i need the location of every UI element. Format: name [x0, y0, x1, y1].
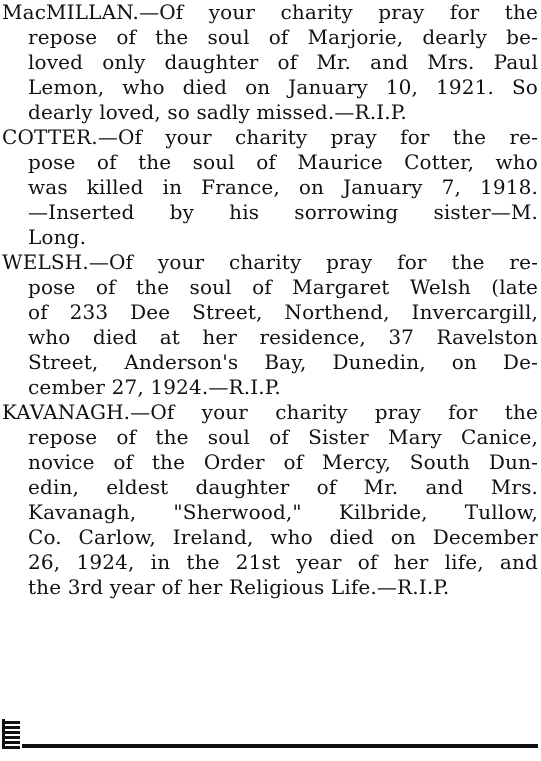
notice-line: —Inserted by his sorrowing sister—M. — [28, 200, 538, 224]
notice-line: MacMILLAN.—Of your charity pray for the — [2, 0, 538, 24]
obituary-column — [2, 0, 538, 600]
notice-line: loved only daughter of Mr. and Mrs. Paul — [28, 50, 538, 74]
notice-line: edin, eldest daughter of Mr. and Mrs. — [28, 475, 538, 499]
notice-line: pose of the soul of Margaret Welsh (late — [28, 275, 538, 299]
notice-line: WELSH.—Of your charity pray for the re- — [2, 250, 538, 274]
notice-line: Long. — [28, 225, 87, 249]
notice-line: the 3rd year of her Religious Life.—R.I.P. — [28, 575, 450, 599]
notice-line: pose of the soul of Maurice Cotter, who — [28, 150, 538, 174]
notice-welsh — [2, 250, 538, 400]
notice-line: Street, Anderson's Bay, Dunedin, on De- — [28, 350, 538, 374]
notice-line: repose of the soul of Marjorie, dearly be- — [28, 25, 538, 49]
notice-line: who died at her residence, 37 Ravelston — [28, 325, 538, 349]
notice-line: Co. Carlow, Ireland, who died on December — [28, 525, 538, 549]
notice-kavanagh — [2, 400, 538, 600]
section-rule — [22, 744, 538, 748]
notice-line: Kavanagh, "Sherwood," Kilbride, Tullow, — [28, 500, 538, 524]
notice-cotter — [2, 125, 538, 250]
notice-line: cember 27, 1924.—R.I.P. — [28, 375, 281, 399]
notice-line: KAVANAGH.—Of your charity pray for the — [2, 400, 538, 424]
notice-line: 26, 1924, in the 21st year of her life, and — [28, 550, 538, 574]
column-ornament-icon — [2, 719, 20, 749]
notice-macmillan — [2, 0, 538, 125]
notice-line: dearly loved, so sadly missed.—R.I.P. — [28, 100, 407, 124]
notice-line: novice of the Order of Mercy, South Dun- — [28, 450, 538, 474]
notice-line: was killed in France, on January 7, 1918. — [28, 175, 538, 199]
notice-line: repose of the soul of Sister Mary Canice, — [28, 425, 538, 449]
notice-line: of 233 Dee Street, Northend, Invercargill, — [28, 300, 538, 324]
notice-line: Lemon, who died on January 10, 1921. So — [28, 75, 538, 99]
notice-line: COTTER.—Of your charity pray for the re- — [2, 125, 538, 149]
